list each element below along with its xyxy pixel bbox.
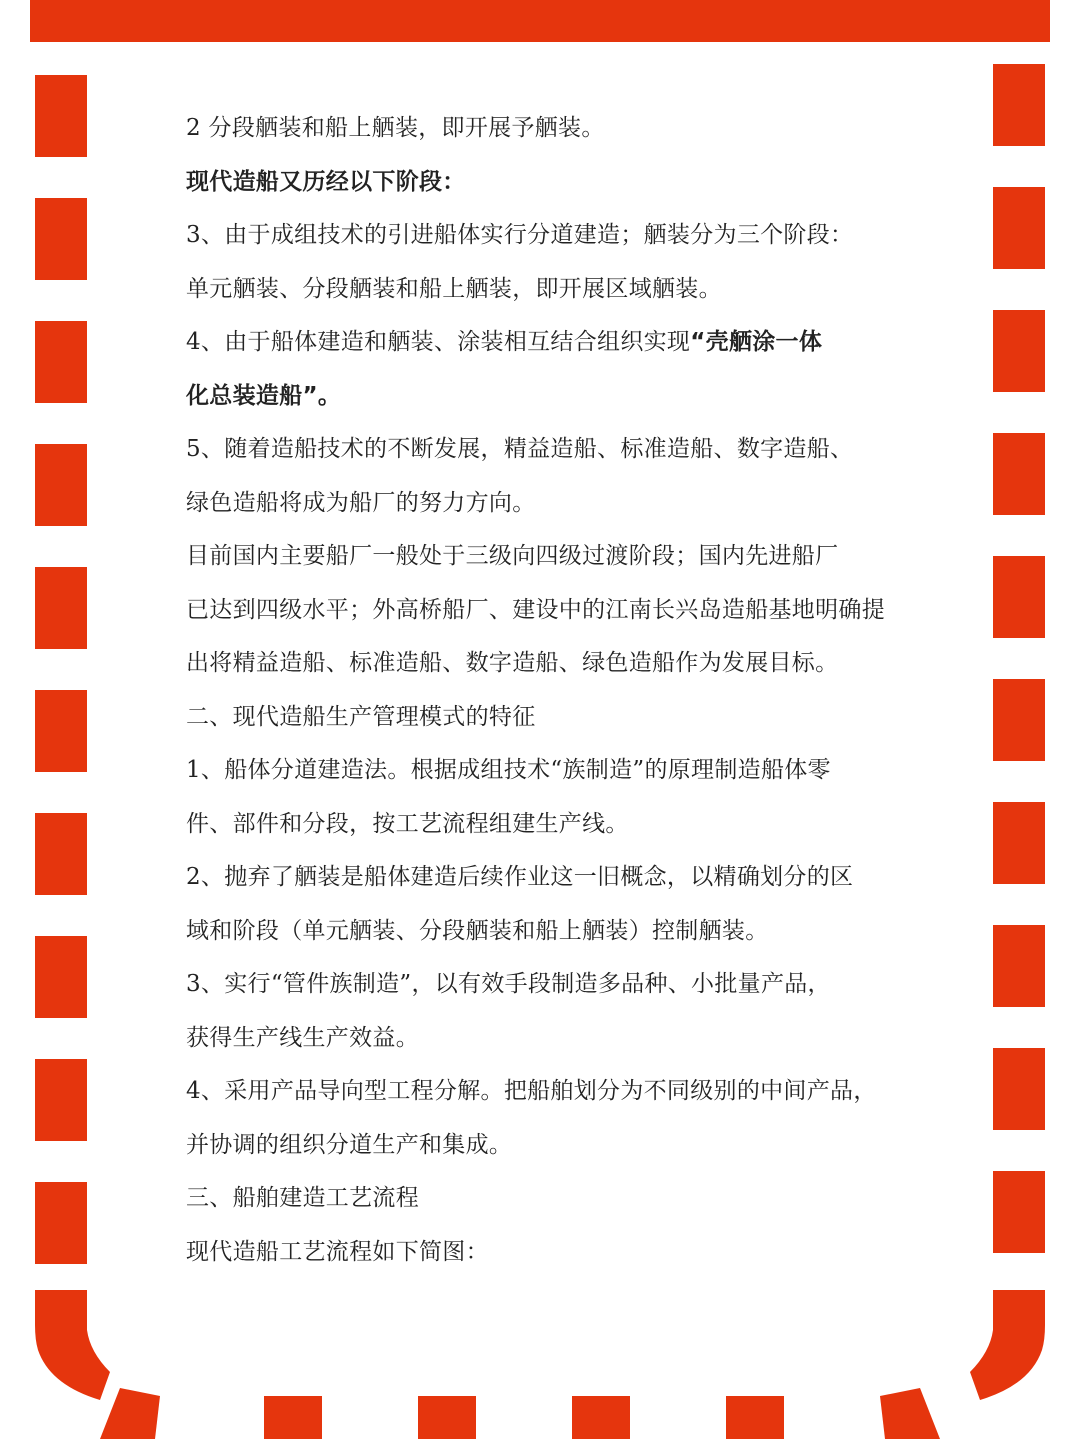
text-line: 获得生产线生产效益。 bbox=[186, 1024, 419, 1051]
text-line: 目前国内主要船厂一般处于三级向四级过渡阶段；国内先进船厂 bbox=[186, 543, 839, 569]
left-border-dash bbox=[35, 567, 87, 649]
left-border-dash bbox=[35, 444, 87, 526]
right-border-dash bbox=[993, 187, 1045, 269]
right-border-dash bbox=[993, 64, 1045, 146]
top-border-bar bbox=[30, 0, 1050, 42]
bottom-border-dash bbox=[100, 1388, 160, 1439]
text-line: 2、抛弃了舾装是船体建造后续作业这一旧概念，以精确划分的区 bbox=[186, 864, 854, 890]
text-line: 件、部件和分段，按工艺流程组建生产线。 bbox=[186, 810, 629, 837]
left-border-dash bbox=[35, 75, 87, 157]
right-border-dash bbox=[993, 310, 1045, 392]
text-line: 现代造船工艺流程如下简图： bbox=[186, 1238, 489, 1265]
bottom-left-corner-dash bbox=[30, 1290, 110, 1400]
left-border-dash bbox=[35, 936, 87, 1018]
text-line: 3、实行“管件族制造”，以有效手段制造多品种、小批量产品， bbox=[186, 971, 831, 997]
bottom-border-dash bbox=[418, 1396, 476, 1439]
text-line: 单元舾装、分段舾装和船上舾装，即开展区域舾装。 bbox=[186, 275, 722, 302]
text-line: 绿色造船将成为船厂的努力方向。 bbox=[186, 489, 536, 516]
text-line: 出将精益造船、标准造船、数字造船、绿色造船作为发展目标。 bbox=[186, 650, 839, 676]
bottom-right-corner-dash bbox=[970, 1290, 1050, 1400]
text-line: 4、由于船体建造和舾装、涂装相互结合组织实现“壳舾涂一体 bbox=[186, 329, 823, 355]
right-border-dash bbox=[993, 679, 1045, 761]
document-body bbox=[186, 102, 926, 1279]
text-line: 4、采用产品导向型工程分解。把船舶划分为不同级别的中间产品， bbox=[186, 1078, 877, 1104]
right-border-dash bbox=[993, 556, 1045, 638]
text-line: 2 分段舾装和船上舾装，即开展予舾装。 bbox=[186, 115, 605, 141]
text-line: 1、船体分道建造法。根据成组技术“族制造”的原理制造船体零 bbox=[186, 757, 831, 783]
text-line: 已达到四级水平；外高桥船厂、建设中的江南长兴岛造船基地明确提 bbox=[186, 596, 885, 623]
left-border-dash bbox=[35, 690, 87, 772]
right-border-dash bbox=[993, 433, 1045, 515]
text-line: 3、由于成组技术的引进船体实行分道建造；舾装分为三个阶段： bbox=[186, 222, 854, 248]
left-border-dash bbox=[35, 1182, 87, 1264]
right-border-dash bbox=[993, 925, 1045, 1007]
section-heading: 三、船舶建造工艺流程 bbox=[186, 1185, 419, 1211]
bottom-border-dash bbox=[264, 1396, 322, 1439]
bottom-border-dash bbox=[726, 1396, 784, 1439]
right-border-dash bbox=[993, 802, 1045, 884]
left-border-dash bbox=[35, 321, 87, 403]
text-line: 域和阶段（单元舾装、分段舾装和船上舾装）控制舾装。 bbox=[186, 917, 769, 944]
text-line: 5、随着造船技术的不断发展，精益造船、标准造船、数字造船、 bbox=[186, 436, 854, 462]
left-border-dash bbox=[35, 813, 87, 895]
left-border-dash bbox=[35, 198, 87, 280]
right-border-dash bbox=[993, 1048, 1045, 1130]
bottom-border-dash bbox=[880, 1388, 940, 1439]
left-border-dash bbox=[35, 1059, 87, 1141]
text-line-bold: 化总装造船”。 bbox=[186, 382, 342, 409]
text-line: 并协调的组织分道生产和集成。 bbox=[186, 1131, 513, 1158]
bottom-border-dash bbox=[572, 1396, 630, 1439]
section-heading: 二、现代造船生产管理模式的特征 bbox=[186, 703, 536, 730]
right-border-dash bbox=[993, 1171, 1045, 1253]
bold-phrase: “壳舾涂一体 bbox=[690, 329, 823, 355]
section-heading: 现代造船又历经以下阶段： bbox=[186, 168, 466, 195]
